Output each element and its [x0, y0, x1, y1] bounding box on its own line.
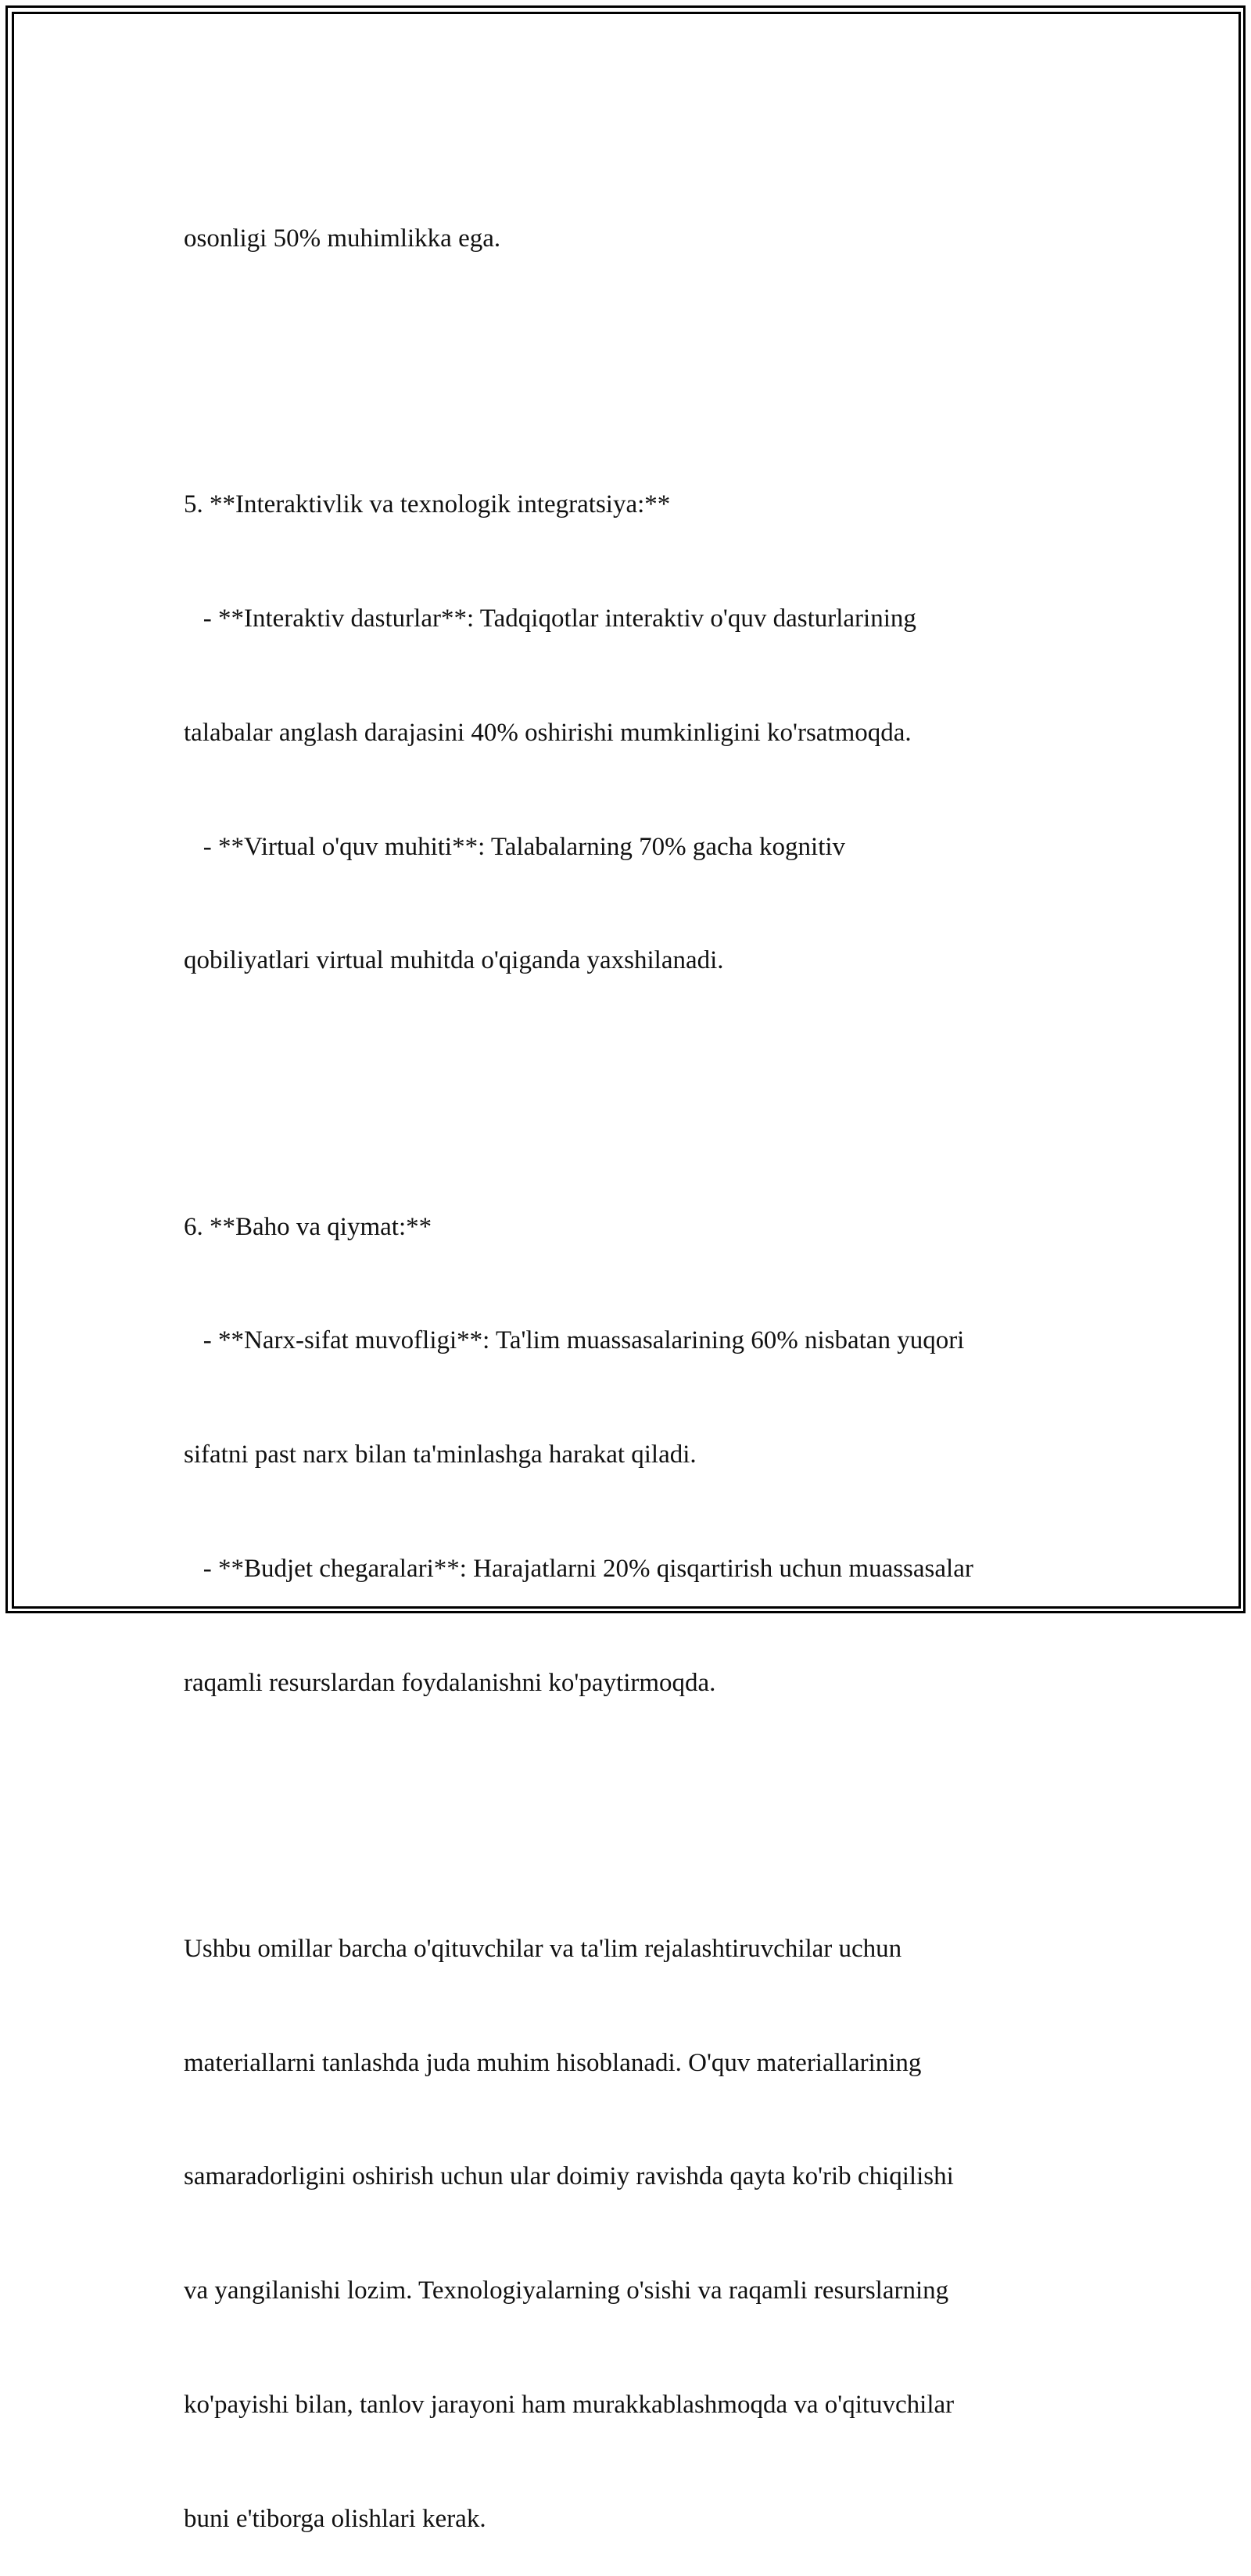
conclusion-line-2: materiallarni tanlashda juda muhim hisoblanadi. O'quv materiallarining — [184, 2048, 922, 2077]
section-5-item-2-line-1: - **Virtual o'quv muhiti**: Talabalarning 70% gacha kognitiv — [184, 832, 846, 861]
section-6-item-1-line-2: sifatni past narx bilan ta'minlashga harakat qiladi. — [184, 1440, 697, 1469]
section-5-item-1-line-2: talabalar anglash darajasini 40% oshirishi mumkinligini ko'rsatmoqda. — [184, 718, 912, 747]
section-6-item-2-line-1: - **Budjet chegaralari**: Harajatlarni 20% qisqartirish uchun muassasalar — [184, 1554, 973, 1583]
section-5-heading: 5. **Interaktivlik va texnologik integratsiya:** — [184, 490, 671, 519]
paragraph-spacer — [184, 1778, 1083, 1817]
document-body — [184, 144, 1083, 2576]
section-5-item-2-line-2: qobiliyatlari virtual muhitda o'qiganda yaxshilanadi. — [184, 946, 724, 975]
section-6-heading: 6. **Baho va qiymat:** — [184, 1212, 432, 1241]
conclusion-line-6: buni e'tiborga olishlari kerak. — [184, 2504, 486, 2533]
paragraph-spacer — [184, 334, 1083, 372]
conclusion-line-3: samaradorligini oshirish uchun ular doimiy ravishda qayta ko'rib chiqilishi — [184, 2162, 954, 2191]
opening-line: osonligi 50% muhimlikka ega. — [184, 224, 501, 253]
conclusion-line-4: va yangilanishi lozim. Texnologiyalarning o'sishi va raqamli resurslarning — [184, 2276, 949, 2305]
section-6-item-1-line-1: - **Narx-sifat muvofligi**: Ta'lim muassasalarining 60% nisbatan yuqori — [184, 1326, 965, 1355]
paragraph-spacer — [184, 1056, 1083, 1094]
section-6-item-2-line-2: raqamli resurslardan foydalanishni ko'paytirmoqda. — [184, 1668, 716, 1697]
section-5-item-1-line-1: - **Interaktiv dasturlar**: Tadqiqotlar interaktiv o'quv dasturlarining — [184, 605, 916, 633]
conclusion-line-1: Ushbu omillar barcha o'qituvchilar va ta'lim rejalashtiruvchilar uchun — [184, 1934, 902, 1963]
conclusion-line-5: ko'payishi bilan, tanlov jarayoni ham murakkablashmoqda va o'qituvchilar — [184, 2391, 955, 2420]
